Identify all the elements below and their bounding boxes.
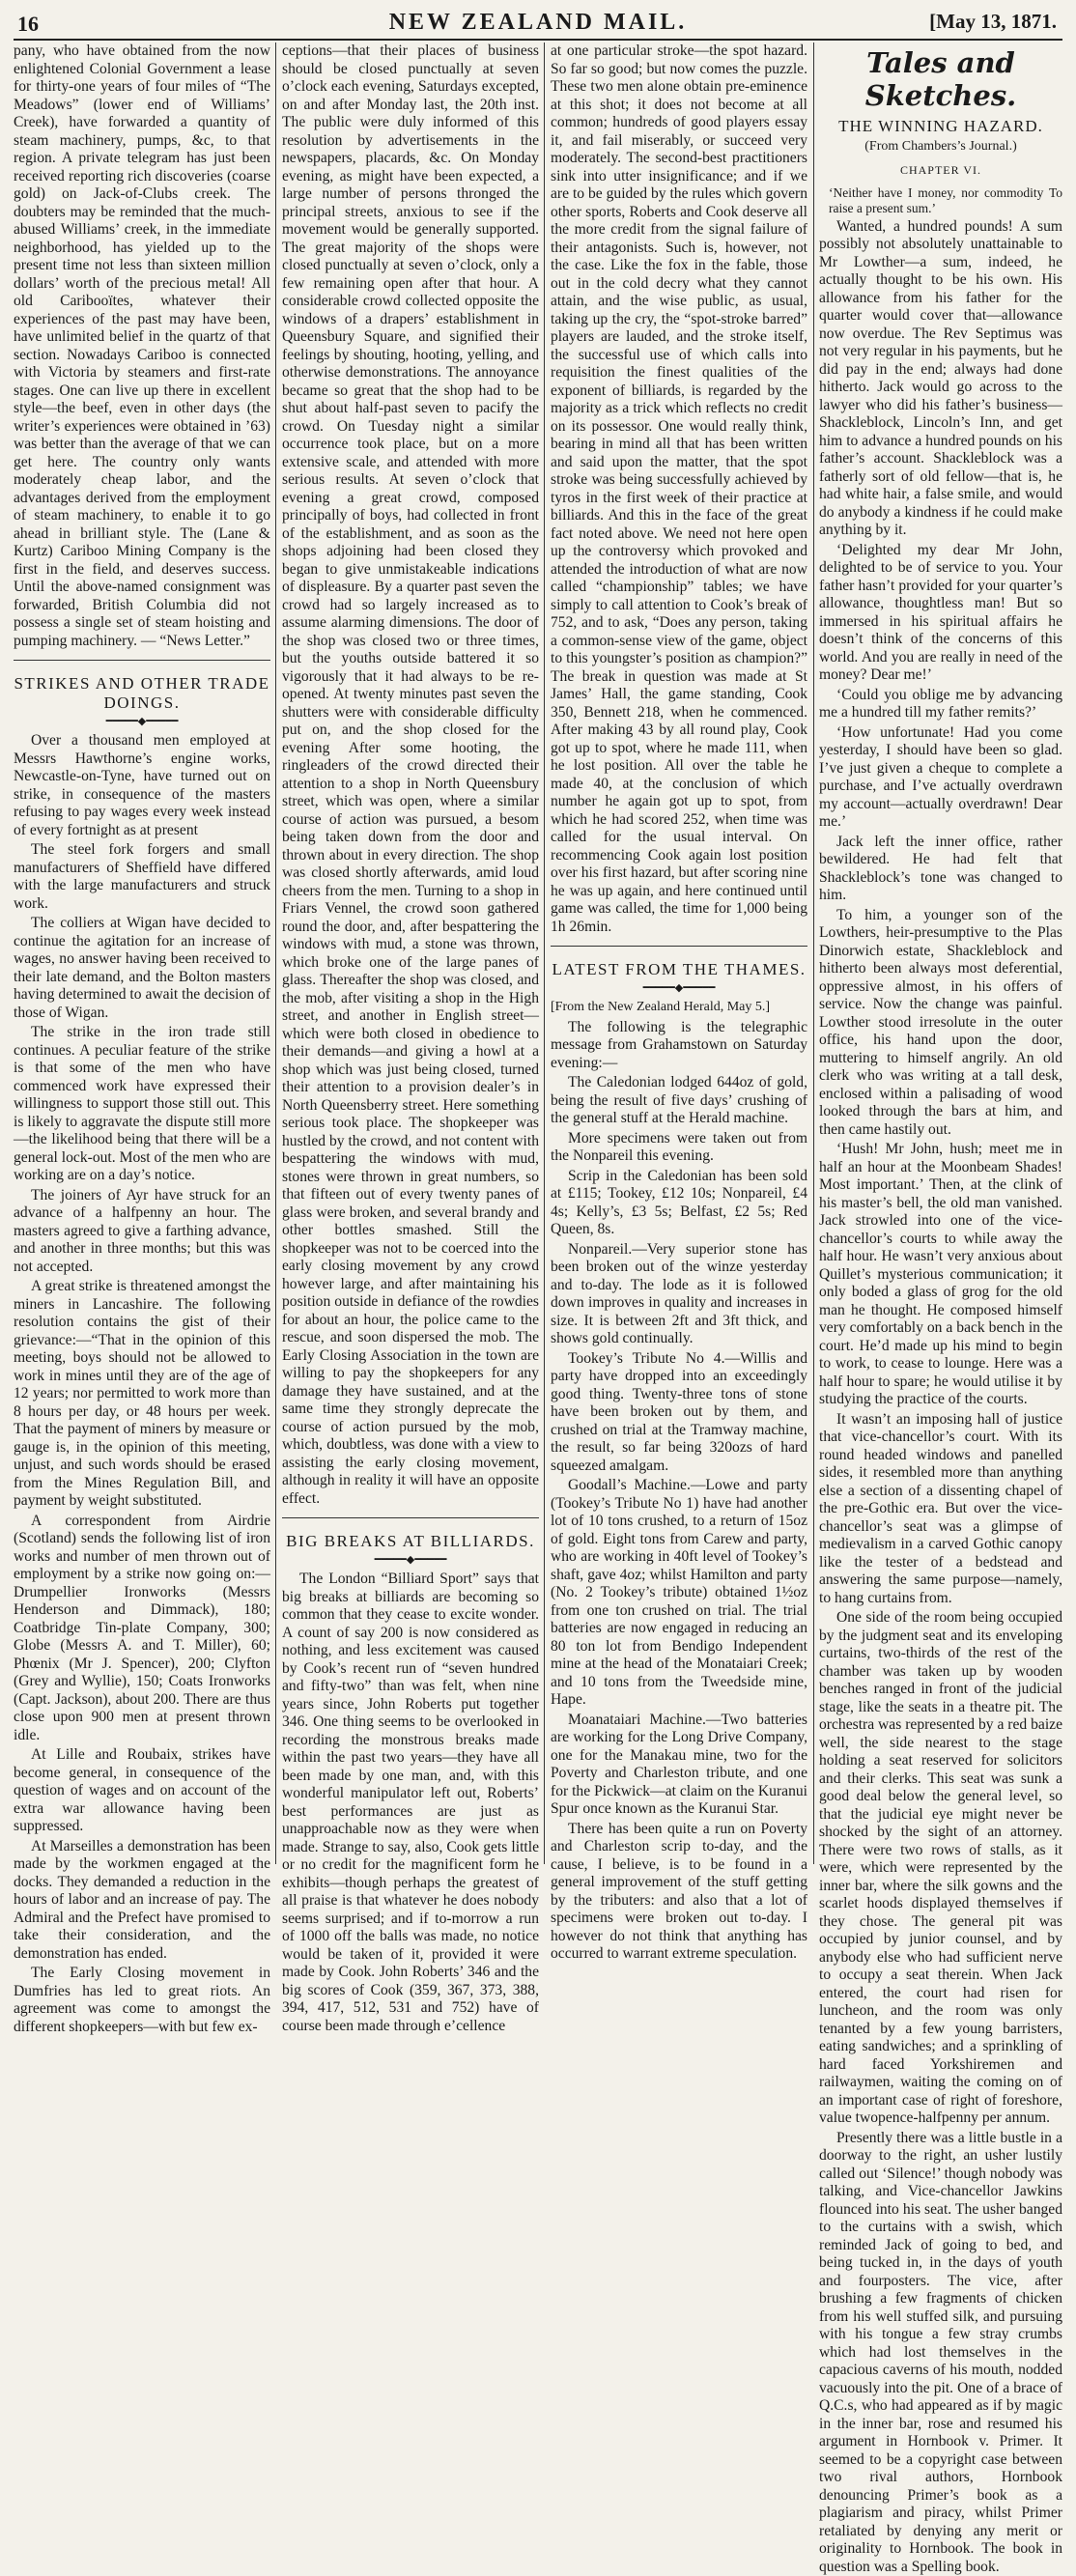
article-paragraph: A great strike is threatened amongst the miners in Lancashire. The following resolution contains the gist of their grievance:—“That in the opinion of this meeting, boys should not be allowed to work in mines until they are of the age of 12 years; nor permitted to work more than 8 hours per day, or 48 hours per week. That the payment of miners by measure or gauge is, in the opinion of this meeting, unjust, and such words should be erased from the Mines Regulation Bill, and payment by weight substituted. bbox=[14, 1278, 270, 1511]
column-4 bbox=[819, 42, 1062, 1864]
article-paragraph: at one particular stroke—the spot hazard. So far so good; but now comes the puzzle. These two men alone obtain pre-eminence at this shot; it does not become at all common; hundreds of good players essay it, and fail miserably, or succeed very moderately. The second-best practitioners sink into utter insignificance; and if we are to be guided by the rules which govern other sports, Roberts and Cook deserve all the more credit from the signal failure of their antagonists. Such is, however, not the case. Like the fox in the fable, those out in the cold decry what they cannot attain, and the wise public, as usual, taking up the cry, the “spot-stroke barred” players are lauded, and the stroke itself, the successful use of which calls into requisition the finest qualities of the exponent of billiards, is regarded by the majority as a trick which reflects no credit on its possessor. One would really think, bearing in mind all that has been written and said upon the matter, that the spot stroke was being successfully achieved by tyros in the first week of their practice at billiards. And this in the face of the great fact noted above. We need not here open up the controversy which provoked and attended the introduction of what are now called “championship” tables; we have simply to call attention to Cook’s break of 752, and to ask, “Does any person, taking a common-sense view of the game, object to this youngster’s position as champion?” The break in question was made at St James’ Hall, the game standing, Cook 350, Bennett 218, when he commenced. After making 43 by all round play, Cook got up to spot, where he made 111, when he lost position. All over the table he made 40, at the conclusion of which number he again got up to spot, from which he had scored 252, when time was called for the usual interval. On recommencing Cook again lost position over his first hazard, but after scoring nine he was up again, and here continued until game was called, the time for 1,000 being 1h 26min. bbox=[551, 42, 807, 936]
article-paragraph: ceptions—that their places of business should be closed punctually at seven o’clock each evening, Saturdays excepted, on and after Monday last, the 20th inst. The public were duly informed of this resolution by advertisements in the newspapers, placards, &c. On Monday evening, as might have been expected, a large number of persons thronged the principal streets, anxious to see if the movement would be generally supported. The great majority of the shops were closed punctually at seven o’clock, only a few remaining open after that hour. A considerable crowd collected opposite the windows of a drapers’ establishment in Queensbury Square, and signified their feelings by shouting, hooting, yelling, and otherwise demonstrations. The annoyance became so great that the shop had to be shut about half-past seven to pacify the crowd. On Tuesday night a similar occurrence took place, but on a more extensive scale, and attended with more serious results. At seven o’clock that evening a great crowd, composed principally of boys, had collected in front of the establishment, and as soon as the shops adjoining had been closed they began to give unmistakeable indications of displeasure. By a quarter past seven the crowd had so largely increased as to assume alarming dimensions. The door of the shop was closed two or three times, but the youths outside battered it so vigorously that it had always to be re-opened. At twenty minutes past seven the shutters were with considerable difficulty put on, and the shop closed for the evening After some hooting, the ringleaders of the crowd directed their attention to a shop in North Queensbury street, which was open, where a similar course of action was pursued, a besom being taken down from the door and thrown about in every direction. The shop was closed shortly afterwards, amid loud cheers from the men. Turning to a shop in Friars Vennel, the crowd soon gathered round the door, and, after bespattering the windows with mud, a stone was thrown, which broke one of the large panes of glass. Thereafter the shop was closed, and the mob, after visiting a shop in the High street, and another in English street—which were both closed in obedience to their demands—and giving a howl at a shop which was just being closed, turned their attention to a provision dealer’s in North Queensberry street. Here something serious took place. The shopkeeper was hustled by the crowd, and not content with bespattering the windows with mud, stones were thrown in great numbers, so that fifteen out of every twenty panes of glass were broken, and several brandy and other bottles smashed. Still the shopkeeper was not to be coerced into the early closing movement by any crowd however large, and after maintaining his position outside in defiance of the rowdies for about an hour, the police came to the rescue, and soon dispersed the mob. The Early Closing Association in the town are willing to pay the shopkeepers for any damage they have sustained, and at the same time they strongly deprecate the course of action pursued by the mob, which, doubtless, was done with a view to assisting the early closing movement, although in reality it will have an opposite effect. bbox=[282, 42, 539, 1508]
newspaper-title: NEW ZEALAND MAIL. bbox=[14, 10, 1062, 36]
column-rule bbox=[813, 42, 814, 1864]
columns bbox=[14, 42, 1062, 1864]
article-paragraph: There has been quite a run on Poverty and Charleston scrip to-day, and the cause, I believe, is to be found in a general improvement of the stuff getting by the tributers: and also that a lot of specimens were broken out to-day. I however do not think that anything has occurred to warrant extreme speculation. bbox=[551, 1821, 807, 1964]
article-paragraph: The joiners of Ayr have struck for an advance of a halfpenny an hour. The masters agreed to give a farthing advance, and another in three months; but this was not accepted. bbox=[14, 1187, 270, 1277]
story-paragraph: Presently there was a little bustle in a doorway to the right, an usher lustily called out ‘Silence!’ though nobody was talking, and Vice-chancellor Jawkins flounced into his seat. The usher banged to the curtains with a swish, which reminded Jack of going to bed, and being tucked in, in the days of youth and fourposters. The vice, after brushing a few fragments of chicken from his well stuffed silk, and pursuing with his tongue a few stray crumbs which had lost themselves in the capacious caverns of his mouth, nodded vacuously into the pit. One of a brace of Q.C.s, who had appeared as if by magic in the inner bar, rose and resumed his argument in Hornbook v. Primer. It seemed to be a copyright case between two rival authors, Hornbook denouncing Primer’s book as a plagiarism and piracy, whilst Primer retaliated by denying any merit or originality to Hornbook. The book in question was a Spelling book. bbox=[819, 2130, 1062, 2576]
column-1 bbox=[14, 42, 270, 1864]
story-paragraph: It wasn’t an imposing hall of justice that vice-chancellor’s court. With its round headed windows and panelled sides, it resembled more than anything else a section of a dissenting chapel of the pre-Gothic era. But over the vice-chancellor’s seat was a glimpse of medievalism in a carved Gothic canopy like the tester of a bedstead and answering the same purpose—namely, to hang curtains from. bbox=[819, 1411, 1062, 1608]
article-paragraph: The following is the telegraphic message from Grahamstown on Saturday evening:— bbox=[551, 1019, 807, 1073]
column-3 bbox=[551, 42, 807, 1864]
article-paragraph: At Marseilles a demonstration has been made by the workmen engaged at the docks. They demanded a reduction in the hours of labor and an increase of pay. The Admiral and the Prefect have promised to take their consideration, and the demonstration has ended. bbox=[14, 1838, 270, 1964]
story-paragraph: ‘How unfortunate! Had you come yesterday, I should have been so glad. I’ve just given a cheque to complete a purchase, and I’ve actually overdrawn my account—actually overdrawn! Dear me.’ bbox=[819, 724, 1062, 832]
ornament: ━━━━━◆━━━━━ bbox=[14, 717, 270, 726]
issue-date: [May 13, 1871. bbox=[929, 10, 1057, 34]
ornament: ━━━━━◆━━━━━ bbox=[282, 1555, 539, 1565]
strikes-heading: STRIKES AND OTHER TRADE DOINGS. bbox=[14, 674, 270, 713]
masthead bbox=[14, 6, 1062, 41]
ornament: ━━━━━◆━━━━━ bbox=[551, 983, 807, 993]
article-paragraph: Tookey’s Tribute No 4.—Willis and party have dropped into an exceedingly good thing. Twenty-three tons of stone have been broken out by them, and crushed on trial at the Tramway machine, the result, so far being 320ozs of hard squeezed amalgam. bbox=[551, 1350, 807, 1476]
story-paragraph: To him, a younger son of the Lowthers, heir-presumptive to the Plas Dinorwich estate, Shackleblock and hitherto been always most deferential, oppressive almost, in his offers of service. Now the change was painful. Lowther stood irresolute in the outer office, his hand upon the door, muttering to himself angrily. An old clerk who was writing at a tall desk, enclosed within a palisading of wood looked through the bars at him, and then came hastily out. bbox=[819, 907, 1062, 1140]
story-paragraph: ‘Delighted my dear Mr John, delighted to be of service to you. Your father hasn’t provided for your quarter’s allowance, thoughtless man! But so immersed in his spiritual affairs he doesn’t think of the concerns of this world. And you are really in need of the money? Dear me!’ bbox=[819, 542, 1062, 685]
chapter-heading: CHAPTER VI. bbox=[819, 161, 1062, 180]
article-paragraph: Over a thousand men employed at Messrs Hawthorne’s engine works, Newcastle-on-Tyne, have turned out on strike, in consequence of the masters refusing to pay wages every week instead of every fortnight as at present bbox=[14, 732, 270, 839]
column-2 bbox=[282, 42, 539, 1864]
thames-heading: LATEST FROM THE THAMES. bbox=[551, 960, 807, 979]
story-title: THE WINNING HAZARD. bbox=[819, 118, 1062, 136]
divider bbox=[14, 660, 270, 661]
article-paragraph: The strike in the iron trade still continues. A peculiar feature of the strike is that some of the men who have commenced work have expressed their willingness to support those still out. This is likely to aggravate the dispute still more—the likelihood being that there will be a general lock-out. Most of the men who are working are on a day’s notice. bbox=[14, 1024, 270, 1185]
article-paragraph: The colliers at Wigan have decided to continue the agitation for an increase of wages, no answer having been received to their late demand, and the Bolton masters having determined to await the decision of those of Wigan. bbox=[14, 915, 270, 1022]
divider bbox=[551, 946, 807, 947]
story-paragraph: ‘Could you oblige me by advancing me a hundred till my father remits?’ bbox=[819, 687, 1062, 722]
cariboo-paragraph: pany, who have obtained from the now enlightened Colonial Government a lease for thirty-one years of four miles of “The Meadows” (lower end of Williams’ Creek), have forwarded a quantity of steam machinery, pumps, &c, to that region. A private telegram has just been received reporting rich discoveries (coarse gold) on Jack-of-Clubs creek. The doubters may be reminded that the much-abused Williams’ creek, in the immediate neighborhood, has yielded up to the present time not less than sixteen million dollars’ worth of the precious metal! All old Caribooïtes, whatever their experiences of the past may have been, have unlimited belief in the quartz of that section. Nowadays Cariboo is connected with Victoria by steamers and first-rate stages. One can live up there in excellent style—the beef, even in other days (the writer’s experiences were obtained in ’63) was better than the average of that we can get here. The country only wants moderately cheap labor, and the advantages derived from the employment of steam machinery, to enable it to go ahead in brilliant style. The (Lane & Kurtz) Cariboo Mining Company is the first in the field, and deserves success. Until the above-named consignment was forwarded, British Columbia did not possess a single set of steam hoisting and pumping machinery. — “News Letter.” bbox=[14, 42, 270, 650]
epigraph: ‘Neither have I money, nor commodity To raise a present sum.’ bbox=[819, 185, 1062, 216]
article-paragraph: Scrip in the Caledonian has been sold at £115; Tookey, £12 10s; Nonpareil, £4 4s; Kelly’s, £3 5s; Belfast, £2 5s; Red Queen, 8s. bbox=[551, 1168, 807, 1239]
article-paragraph: More specimens were taken out from the Nonpareil this evening. bbox=[551, 1130, 807, 1166]
article-paragraph: The Early Closing movement in Dumfries has led to great riots. An agreement was come to amongst the different shopkeepers—with but few ex- bbox=[14, 1965, 270, 2036]
story-source: (From Chambers’s Journal.) bbox=[819, 138, 1062, 156]
story-paragraph: Jack left the inner office, rather bewildered. He had felt that Shackleblock’s tone was changed to him. bbox=[819, 834, 1062, 905]
divider bbox=[282, 1517, 539, 1518]
story-paragraph: ‘Hush! Mr John, hush; meet me in half an hour at the Moonbeam Shades! Most important.’ Then, at the clink of his master’s bell, the old man vanished. Jack strowled into one of the vice-chancellor’s courts to while away the half hour. He wasn’t very anxious about Quillet’s mysterious communication; it only boded a glass of grog for the old man he thought. He composed himself very comfortably on a back bench in the court. He’d made up his mind to begin to work, to cease to lounge. Here was a half hour to spare; he would utilise it by studying the practice of the courts. bbox=[819, 1141, 1062, 1409]
column-rule bbox=[544, 42, 545, 1864]
article-paragraph: The steel fork forgers and small manufacturers of Sheffield have differed with the large manufacturers and struck work. bbox=[14, 841, 270, 913]
billiards-heading: BIG BREAKS AT BILLIARDS. bbox=[282, 1532, 539, 1551]
column-rule bbox=[275, 42, 276, 1864]
story-paragraph: One side of the room being occupied by the judgment seat and its enveloping curtains, two-thirds of the rest of the chamber was taken up by wooden benches ranged in front of the judicial stage, like the seats in a theatre pit. The orchestra was represented by a red baize well, the side nearest to the stage holding a seat reserved for solicitors and their clerks. This seat was sunk a good deal below the general level, so that the judicial eye might never be shocked by the sight of an attorney. There were two rows of stalls, as it were, which were represented by the inner bar, where the silk gowns and the scarlet hoods displayed themselves if they chose. The general pit was occupied by junior counsel, and by anybody else who had sufficient nerve to occupy a seat therein. When Jack entered, the court had risen for luncheon, and the room was only tenanted by a few young barristers, eating sandwiches; and a sprinkling of hard faced Yorkshiremen and railwaymen, waiting the coming on of an important case of right of foreshore, value twopence-halfpenny per annum. bbox=[819, 1609, 1062, 2128]
source-note: [From the New Zealand Herald, May 5.] bbox=[551, 999, 807, 1017]
article-paragraph: At Lille and Roubaix, strikes have become general, in consequence of the question of wages and on account of the extra war allowance having been suppressed. bbox=[14, 1746, 270, 1836]
article-paragraph: The Caledonian lodged 644oz of gold, being the result of five days’ crushing of the general stuff at the Herald machine. bbox=[551, 1074, 807, 1128]
article-paragraph: Goodall’s Machine.—Lowe and party (Tookey’s Tribute No 1) have had another lot of 10 tons crushed, to a return of 15oz of gold. Eight tons from Carew and party, who are working in 40ft level of Tookey’s shaft, gave 4oz; whilst Hamilton and party (No. 2 Tookey’s tribute) obtained 1½oz from one ton crushed on trial. The trial batteries are now engaged in reducing an 80 ton lot from Bendigo Independent mine at the head of the Monataiari Creek; and 10 tons from the Tweedside mine, Hape. bbox=[551, 1477, 807, 1710]
page-number: 16 bbox=[17, 12, 39, 37]
section-title: Tales and Sketches. bbox=[819, 46, 1062, 112]
story-paragraph: Wanted, a hundred pounds! A sum possibly not absolutely unattainable to Mr Lowther—a sum, indeed, he actually thought to be his own. His allowance from his father for the quarter would cover that—allowance now overdue. The Rev Septimus was not very regular in his payments, but he did pay in the end; always had done hitherto. Jack would go across to the lawyer who did his father’s business—Shackleblock, Lincoln’s Inn, and get him to advance a hundred pounds on his father’s account. Shackleblock was a fatherly sort of old fellow—that is, he had white hair, a false smile, and would do anybody a kindness if he could make anything by it. bbox=[819, 218, 1062, 540]
article-paragraph: A correspondent from Airdrie (Scotland) sends the following list of iron works and number of men thrown out of employment by a strike now going on:—Drumpellier Ironworks (Messrs Henderson and Dimmack), 180; Coatbridge Tin-plate Company, 300; Globe (Messrs A. and T. Miller), 60; Phœnix (Mr J. Spencer), 200; Clyfton (Grey and Wyllie), 150; Coats Ironworks (Capt. Jackson), about 200. There are thus close upon 900 men at present thrown idle. bbox=[14, 1513, 270, 1745]
article-paragraph: Nonpareil.—Very superior stone has been broken out of the winze yesterday and to-day. The lode as it is followed down improves in quality and increases in size. It is between 2ft and 3ft thick, and shows gold continually. bbox=[551, 1241, 807, 1348]
article-paragraph: The London “Billiard Sport” says that big breaks at billiards are becoming so common that they cease to excite wonder. A count of say 200 is now considered as nothing, and less excitement was caused by Cook’s recent run of “seven hundred and fifty-two” than was felt, when nine years since, John Roberts put together 346. One thing seems to be overlooked in recording the monstrous breaks made within the past two years—they have all been made by one man, and, with this wonderful manipulator left out, Roberts’ best performances are just as unapproachable now as they were when made. Strange to say, also, Cook gets little or no credit for the magnificent form he exhibits—though perhaps the greatest of all praise is that whatever he does nobody seems surprised; and if to-morrow a run of 1000 off the balls was made, no notice would be taken of it, provided it were made by Cook. John Roberts’ 346 and the big scores of Cook (359, 367, 373, 388, 394, 417, 512, 531 and 752) have of course been made through e’cellence bbox=[282, 1571, 539, 2035]
article-paragraph: Moanataiari Machine.—Two batteries are working for the Long Drive Company, one for the Manakau mine, two for the Poverty and Charleston tribute, and one for the Pickwick—at claim on the Kuranui Spur once known as the Kuranui Star. bbox=[551, 1712, 807, 1819]
